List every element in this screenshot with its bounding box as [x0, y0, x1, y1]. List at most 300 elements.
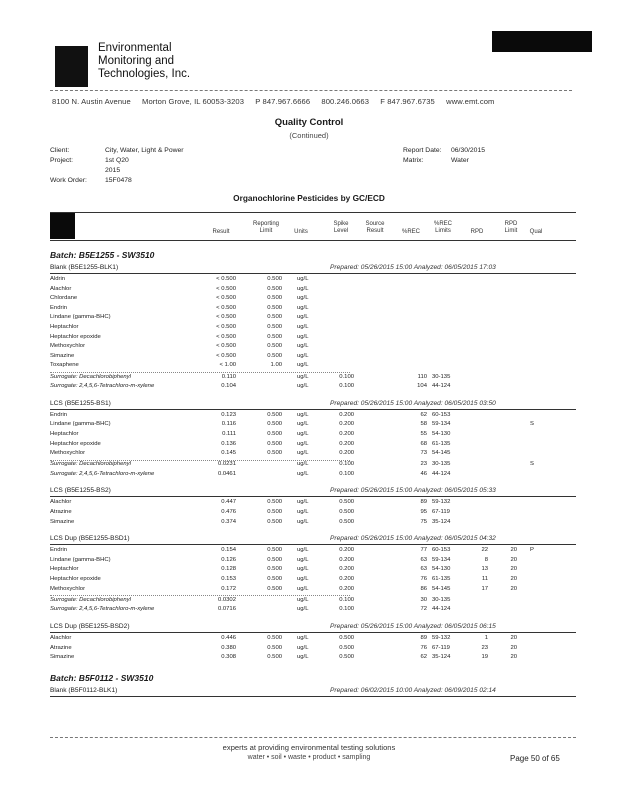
cell-spike: 0.200 [339, 450, 354, 457]
cell-rl: 0.500 [267, 314, 282, 321]
qc-block-name: LCS (B5E1255-BS1) [50, 399, 111, 407]
cell-lim: 60-153 [432, 547, 451, 554]
cell-analyte: Toxaphene [50, 362, 79, 369]
qc-block-name: LCS (B5E1255-BS2) [50, 487, 111, 495]
analyte-row [0, 362, 618, 371]
cell-analyte: Methoxychlor [50, 450, 86, 457]
cell-rl: 1.00 [270, 362, 282, 369]
cell-analyte: Surrogate: 2,4,5,6-Tetrachloro-m-xylene [50, 606, 155, 613]
cell-rpd: 22 [481, 547, 488, 554]
cell-analyte: Alachlor [50, 499, 72, 506]
cell-spike: 0.500 [339, 509, 354, 515]
cell-units: ug/L [297, 596, 309, 603]
cell-units: ug/L [297, 314, 309, 321]
cell-analyte: Alachlor [50, 634, 72, 641]
cell-result: 0.0231 [217, 461, 236, 468]
cell-result: 0.145 [221, 450, 236, 457]
cell-rec: 63 [420, 556, 427, 563]
cell-spike: 0.200 [339, 547, 354, 554]
cell-units: ug/L [297, 285, 309, 292]
cell-rec: 68 [420, 440, 427, 447]
cell-rl: 0.500 [267, 556, 282, 563]
cell-rl: 0.500 [267, 499, 282, 506]
cell-result: < 0.500 [216, 295, 236, 302]
qc-block-rule [50, 696, 576, 697]
cell-rec: 46 [420, 470, 427, 477]
qc-block-prepared: Prepared: 05/26/2015 15:00 Analyzed: 06/05/2015 03:50 [330, 399, 496, 407]
cell-rl: 0.500 [267, 450, 282, 457]
cell-result: 0.172 [221, 585, 236, 592]
cell-units: ug/L [297, 518, 309, 525]
col-reporting-limit: Reporting Limit [252, 221, 279, 234]
cell-rl: 0.500 [267, 430, 282, 437]
analyte-row [0, 441, 618, 450]
project-value-1: 1st Q20 [105, 157, 129, 164]
cell-lim: 35-124 [432, 654, 451, 661]
cell-rec: 63 [420, 566, 427, 573]
analyte-header-redaction [50, 213, 75, 239]
project-value-2: 2015 [105, 167, 121, 174]
cell-rec: 110 [417, 373, 427, 380]
cell-lim: 30-135 [432, 596, 451, 603]
cell-rl: 0.500 [267, 509, 282, 515]
cell-units: ug/L [297, 373, 309, 380]
analyte-row [0, 343, 618, 352]
analyte-row [0, 519, 618, 528]
work-order-value: 15F0478 [105, 177, 132, 184]
cell-units: ug/L [297, 333, 309, 340]
qc-block-prepared: Prepared: 06/02/2015 10:00 Analyzed: 06/09/2015 02:14 [330, 686, 496, 694]
cell-analyte: Simazine [50, 518, 75, 525]
report-date-label: Report Date: [403, 147, 442, 154]
cell-qual: S [530, 421, 534, 428]
cell-rec: 77 [420, 547, 427, 554]
cell-spike: 0.100 [339, 596, 354, 603]
company-address [52, 97, 576, 106]
cell-spike: 0.100 [339, 606, 354, 613]
analyte-row [0, 295, 618, 304]
cell-rec: 75 [420, 518, 427, 525]
matrix-label: Matrix: [403, 157, 424, 164]
cell-qual: S [530, 461, 534, 468]
cell-analyte: Simazine [50, 654, 75, 661]
cell-rl: 0.500 [267, 324, 282, 330]
cell-result: 0.446 [221, 634, 236, 641]
client-value: City, Water, Light & Power [105, 147, 184, 154]
cell-result: 0.0302 [217, 596, 236, 603]
cell-rec: 76 [420, 576, 427, 582]
cell-rpdl: 20 [510, 644, 517, 651]
cell-rl: 0.500 [267, 285, 282, 292]
footer-tagline: experts at providing environmental testing solutions [222, 743, 396, 752]
cell-analyte: Methoxychlor [50, 585, 86, 592]
cell-analyte: Lindane (gamma-BHC) [50, 556, 111, 563]
cell-spike: 0.200 [339, 585, 354, 592]
cell-rl: 0.500 [267, 518, 282, 525]
cell-units: ug/L [297, 411, 309, 418]
col-spike-level: Spike Level [333, 221, 349, 234]
cell-result: 0.0461 [217, 470, 236, 477]
cell-rec: 86 [420, 585, 427, 592]
col-rec: %REC [401, 229, 420, 235]
col-result: Result [212, 229, 230, 235]
cell-rec: 62 [420, 654, 427, 661]
cell-analyte: Aldrin [50, 276, 66, 282]
cell-units: ug/L [297, 450, 309, 457]
cell-spike: 0.200 [339, 576, 354, 582]
cell-units: ug/L [297, 276, 309, 282]
cell-lim: 30-135 [432, 461, 451, 468]
cell-lim: 61-135 [432, 440, 451, 447]
cell-spike: 0.200 [339, 430, 354, 437]
address-website: www.emt.com [446, 97, 495, 106]
cell-rpd: 19 [481, 654, 488, 661]
cell-lim: 44-124 [432, 383, 451, 390]
address-city: Morton Grove, IL 60053-3203 [142, 97, 245, 106]
cell-lim: 60-153 [432, 411, 451, 418]
section-title: Organochlorine Pesticides by GC/ECD [233, 193, 385, 203]
cell-spike: 0.100 [339, 373, 354, 380]
cell-rec: 89 [420, 634, 427, 641]
analyte-row [0, 557, 618, 566]
col-qual: Qual [529, 229, 543, 235]
cell-analyte: Endrin [50, 304, 68, 311]
col-units: Units [294, 229, 308, 235]
qc-block-prepared: Prepared: 05/26/2015 15:00 Analyzed: 06/05/2015 04:32 [330, 535, 496, 543]
cell-units: ug/L [297, 644, 309, 651]
cell-lim: 59-134 [432, 556, 451, 563]
cell-rec: 73 [420, 450, 427, 457]
cell-units: ug/L [297, 343, 309, 350]
cell-analyte: Heptachlor [50, 324, 79, 330]
cell-analyte: Heptachlor epoxide [50, 576, 101, 582]
cell-spike: 0.500 [339, 518, 354, 525]
analyte-row [0, 334, 618, 343]
cell-result: 0.374 [221, 518, 236, 525]
cell-units: ug/L [297, 324, 309, 330]
cell-analyte: Heptachlor [50, 566, 79, 573]
cell-result: < 0.500 [216, 304, 236, 311]
cell-spike: 0.200 [339, 440, 354, 447]
cell-rpdl: 20 [510, 654, 517, 661]
cell-result: 0.128 [221, 566, 236, 573]
cell-rl: 0.500 [267, 421, 282, 428]
cell-analyte: Surrogate: Decachlorobiphenyl [50, 373, 131, 380]
work-order-label: Work Order: [50, 177, 87, 184]
cell-spike: 0.200 [339, 556, 354, 563]
cell-analyte: Heptachlor epoxide [50, 440, 101, 447]
cell-spike: 0.100 [339, 461, 354, 468]
surrogate-row [0, 606, 618, 615]
cell-result: 0.476 [221, 509, 236, 515]
cell-lim: 30-135 [432, 373, 451, 380]
cell-analyte: Surrogate: Decachlorobiphenyl [50, 461, 131, 468]
cell-spike: 0.500 [339, 654, 354, 661]
cell-lim: 67-119 [432, 644, 450, 651]
cell-result: < 0.500 [216, 324, 236, 330]
surrogate-row [0, 383, 618, 392]
surrogate-row [0, 461, 618, 470]
company-name-line-1: Environmental [98, 42, 172, 54]
qc-block-rule [50, 496, 576, 497]
cell-rl: 0.500 [267, 333, 282, 340]
cell-units: ug/L [297, 634, 309, 641]
cell-analyte: Lindane (gamma-BHC) [50, 314, 111, 321]
analyte-row [0, 324, 618, 333]
cell-result: 0.104 [221, 383, 236, 390]
cell-result: < 0.500 [216, 333, 236, 340]
analyte-row [0, 645, 618, 654]
cell-result: 0.110 [221, 373, 236, 380]
cell-rpd: 1 [484, 634, 488, 641]
col-rpd: RPD [470, 229, 484, 235]
report-subtitle: (Continued) [289, 131, 329, 140]
qc-block-prepared: Prepared: 05/26/2015 15:00 Analyzed: 06/05/2015 17:03 [330, 264, 496, 271]
col-rec-limits: %REC Limits [433, 221, 452, 234]
analyte-row [0, 431, 618, 440]
analyte-row [0, 547, 618, 556]
cell-rec: 62 [420, 411, 427, 418]
cell-lim: 35-124 [432, 518, 451, 525]
cell-result: < 0.500 [216, 285, 236, 292]
qc-block-rule [50, 409, 576, 410]
cell-spike: 0.500 [339, 634, 354, 641]
cell-units: ug/L [297, 566, 309, 573]
address-street: 8100 N. Austin Avenue [52, 97, 131, 106]
cell-rl: 0.500 [267, 576, 282, 582]
report-info-right [403, 146, 485, 166]
cell-rec: 95 [420, 509, 427, 515]
cell-result: 0.154 [221, 547, 236, 554]
report-info-left [50, 146, 184, 186]
qc-block-rule [50, 273, 576, 274]
cell-analyte: Surrogate: Decachlorobiphenyl [50, 596, 131, 603]
qc-block-rule [50, 632, 576, 633]
cell-analyte: Methoxychlor [50, 343, 86, 350]
matrix-value: Water [451, 157, 469, 164]
cell-rl: 0.500 [267, 295, 282, 302]
qc-block-prepared: Prepared: 05/26/2015 15:00 Analyzed: 06/05/2015 05:33 [330, 487, 496, 495]
cell-rpdl: 20 [510, 585, 517, 592]
footer-divider [50, 737, 576, 738]
cell-rec: 23 [420, 461, 427, 468]
cell-rec: 58 [420, 421, 427, 428]
cell-units: ug/L [297, 654, 309, 661]
cell-rl: 0.500 [267, 276, 282, 282]
cell-rl: 0.500 [267, 304, 282, 311]
cell-spike: 0.200 [339, 566, 354, 573]
analyte-row [0, 421, 618, 430]
analyte-row [0, 450, 618, 459]
cell-rpdl: 20 [510, 576, 517, 582]
cell-rl: 0.500 [267, 411, 282, 418]
cell-analyte: Surrogate: 2,4,5,6-Tetrachloro-m-xylene [50, 470, 155, 477]
cell-units: ug/L [297, 547, 309, 554]
cell-rl: 0.500 [267, 343, 282, 350]
surrogate-row [0, 597, 618, 606]
cell-units: ug/L [297, 421, 309, 428]
cell-rl: 0.500 [267, 440, 282, 447]
address-fax: F 847.967.6735 [380, 97, 435, 106]
cell-analyte: Atrazine [50, 509, 72, 515]
cell-lim: 44-124 [432, 606, 451, 613]
cell-lim: 54-130 [432, 430, 451, 437]
analyte-row [0, 499, 618, 508]
company-logo [55, 46, 88, 87]
cell-units: ug/L [297, 304, 309, 311]
cell-analyte: Lindane (gamma-BHC) [50, 421, 111, 428]
surrogate-row [0, 374, 618, 383]
cell-result: 0.153 [221, 576, 236, 582]
cell-rpd: 11 [481, 576, 488, 582]
cell-rec: 104 [417, 383, 427, 390]
redaction-box [492, 31, 592, 52]
cell-rl: 0.500 [267, 352, 282, 359]
batch-label: Batch: B5E1255 - SW3510 [50, 250, 155, 260]
cell-units: ug/L [297, 440, 309, 447]
cell-analyte: Surrogate: 2,4,5,6-Tetrachloro-m-xylene [50, 383, 155, 390]
cell-rpd: 23 [481, 644, 488, 651]
cell-rpdl: 20 [510, 566, 517, 573]
cell-rpd: 8 [484, 556, 488, 563]
qc-block-name: Blank (B5E1255-BLK1) [50, 264, 119, 271]
cell-analyte: Chlordane [50, 295, 78, 302]
cell-result: 0.111 [222, 430, 236, 437]
analyte-row [0, 353, 618, 362]
company-name-line-2: Monitoring and [98, 55, 175, 67]
cell-rl: 0.500 [267, 566, 282, 573]
qc-block-name: Blank (B5F0112-BLK1) [50, 686, 118, 694]
col-source-result: Source Result [365, 221, 385, 234]
analyte-row [0, 586, 618, 595]
cell-units: ug/L [297, 461, 309, 468]
cell-units: ug/L [297, 470, 309, 477]
client-label: Client: [50, 147, 70, 154]
cell-qual: P [530, 547, 534, 554]
cell-units: ug/L [297, 585, 309, 592]
cell-spike: 0.100 [339, 470, 354, 477]
company-name-line-3: Technologies, Inc. [98, 68, 191, 80]
column-header-bottom-rule [50, 240, 576, 241]
batch-label: Batch: B5F0112 - SW3510 [50, 672, 154, 683]
analyte-row [0, 314, 618, 323]
cell-lim: 61-135 [432, 576, 451, 582]
analyte-row [0, 635, 618, 644]
cell-result: < 0.500 [216, 314, 236, 321]
col-rpd-limit: RPD Limit [504, 221, 518, 234]
analyte-row [0, 286, 618, 295]
cell-result: 0.126 [221, 556, 236, 563]
header-divider [50, 90, 572, 91]
cell-result: 0.116 [221, 421, 236, 428]
analyte-row [0, 305, 618, 314]
company-name [98, 42, 190, 81]
cell-rec: 89 [420, 499, 427, 506]
cell-rpd: 13 [481, 566, 488, 573]
cell-spike: 0.200 [339, 421, 354, 428]
cell-units: ug/L [297, 352, 309, 359]
cell-lim: 67-119 [432, 509, 450, 515]
report-date-value: 06/30/2015 [451, 147, 486, 154]
cell-spike: 0.100 [339, 383, 354, 390]
address-tollfree: 800.246.0663 [321, 97, 370, 106]
analyte-row [0, 654, 618, 663]
cell-result: 0.0716 [217, 606, 236, 613]
cell-spike: 0.500 [339, 499, 354, 506]
cell-lim: 54-145 [432, 450, 451, 457]
cell-result: 0.308 [221, 654, 236, 661]
cell-rpdl: 20 [510, 547, 517, 554]
cell-units: ug/L [297, 430, 309, 437]
cell-lim: 54-145 [432, 585, 451, 592]
cell-lim: 59-132 [432, 634, 451, 641]
cell-result: < 0.500 [216, 343, 236, 350]
cell-analyte: Atrazine [50, 644, 72, 651]
cell-analyte: Heptachlor [50, 430, 79, 437]
surrogate-row [0, 471, 618, 480]
cell-rpdl: 20 [510, 634, 517, 641]
cell-analyte: Simazine [50, 352, 75, 359]
cell-result: 0.380 [221, 644, 236, 651]
cell-result: 0.447 [221, 499, 236, 506]
analyte-row [0, 576, 618, 585]
cell-rl: 0.500 [267, 634, 282, 641]
cell-result: < 0.500 [216, 276, 236, 282]
analyte-row [0, 566, 618, 575]
cell-result: < 0.500 [216, 352, 236, 359]
address-phone: P 847.967.6666 [255, 97, 311, 106]
cell-result: 0.123 [221, 411, 236, 418]
cell-units: ug/L [297, 576, 309, 582]
cell-rec: 30 [420, 596, 427, 603]
cell-rpd: 17 [481, 585, 488, 592]
qc-block-name: LCS Dup (B5E1255-BSD2) [50, 622, 130, 630]
cell-units: ug/L [297, 606, 309, 613]
cell-spike: 0.200 [339, 411, 354, 418]
column-header-top-rule [50, 212, 576, 213]
analyte-row [0, 412, 618, 421]
cell-lim: 54-130 [432, 566, 451, 573]
cell-analyte: Endrin [50, 547, 68, 554]
footer-services: water • soil • waste • product • sampling [247, 754, 371, 761]
cell-lim: 59-134 [432, 421, 451, 428]
cell-lim: 59-132 [432, 499, 451, 506]
analyte-row [0, 509, 618, 518]
cell-units: ug/L [297, 556, 309, 563]
qc-block-name: LCS Dup (B5E1255-BSD1) [50, 535, 130, 543]
qc-block-prepared: Prepared: 05/26/2015 15:00 Analyzed: 06/05/2015 06:15 [330, 622, 496, 630]
page-number: Page 50 of 65 [510, 754, 560, 763]
cell-units: ug/L [297, 362, 309, 369]
cell-result: 0.136 [221, 440, 236, 447]
project-label: Project: [50, 157, 74, 164]
cell-rl: 0.500 [267, 644, 282, 651]
cell-analyte: Endrin [50, 411, 68, 418]
cell-units: ug/L [297, 499, 309, 506]
qc-block-rule [50, 544, 576, 545]
cell-rl: 0.500 [267, 585, 282, 592]
cell-rpdl: 20 [510, 556, 517, 563]
cell-analyte: Alachlor [50, 285, 72, 292]
cell-rl: 0.500 [267, 547, 282, 554]
cell-lim: 44-124 [432, 470, 451, 477]
cell-result: < 1.00 [219, 362, 236, 369]
cell-units: ug/L [297, 295, 309, 302]
cell-units: ug/L [297, 509, 309, 515]
cell-units: ug/L [297, 383, 309, 390]
cell-rec: 72 [420, 606, 427, 613]
report-title: Quality Control [274, 117, 344, 128]
